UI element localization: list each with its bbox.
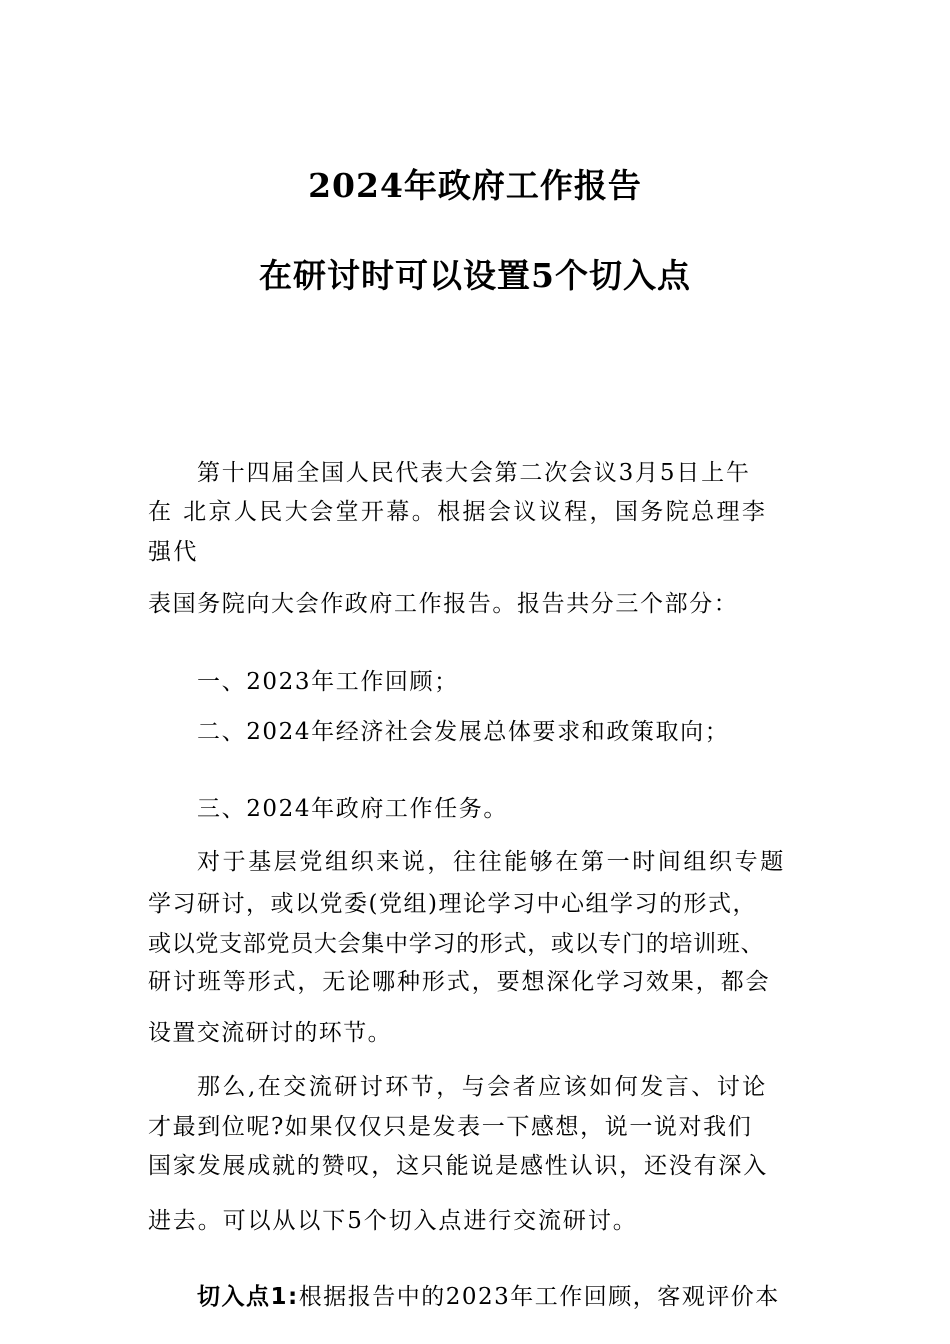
paragraph-1-line-2: 在 北京人民大会堂开幕。根据会议议程，国务院总理李: [148, 499, 768, 525]
paragraph-2-line-1: 对于基层党组织来说，往往能够在第一时间组织专题: [197, 849, 786, 875]
paragraph-2-line-5: 设置交流研讨的环节。: [148, 1020, 392, 1046]
paragraph-2-line-3: 或以党支部党员大会集中学习的形式，或以专门的培训班、: [148, 931, 765, 957]
paragraph-1-line-3: 强代: [148, 539, 199, 565]
document-subtitle: 在研讨时可以设置5个切入点: [259, 256, 691, 295]
paragraph-3-line-2: 才最到位呢?如果仅仅只是发表一下感想，说一说对我们: [148, 1114, 753, 1140]
document-title: 2024年政府工作报告: [308, 166, 642, 205]
paragraph-2-line-2: 学习研讨，或以党委(党组)理论学习中心组学习的形式，: [148, 891, 757, 917]
point-1-label: 切入点1:: [197, 1284, 299, 1310]
paragraph-3-line-3: 国家发展成就的赞叹，这只能说是感性认识，还没有深入: [148, 1153, 768, 1179]
list-item-1: 一、2023年工作回顾；: [197, 669, 459, 695]
paragraph-3-line-1: 那么,在交流研讨环节，与会者应该如何发言、讨论: [197, 1074, 768, 1100]
point-1-line: [197, 1282, 780, 1312]
paragraph-1-line-4: 表国务院向大会作政府工作报告。报告共分三个部分：: [148, 591, 739, 617]
list-item-2: 二、2024年经济社会发展总体要求和政策取向；: [197, 719, 730, 745]
paragraph-1-line-1: 第十四届全国人民代表大会第二次会议3月5日上午: [197, 460, 751, 486]
paragraph-3-line-4: 进去。可以从以下5个切入点进行交流研讨。: [148, 1208, 638, 1234]
paragraph-2-line-4: 研讨班等形式，无论哪种形式，要想深化学习效果，都会: [148, 969, 771, 995]
point-1-text: 根据报告中的2023年工作回顾，客观评价本: [298, 1284, 780, 1310]
list-item-3: 三、2024年政府工作任务。: [197, 796, 508, 822]
